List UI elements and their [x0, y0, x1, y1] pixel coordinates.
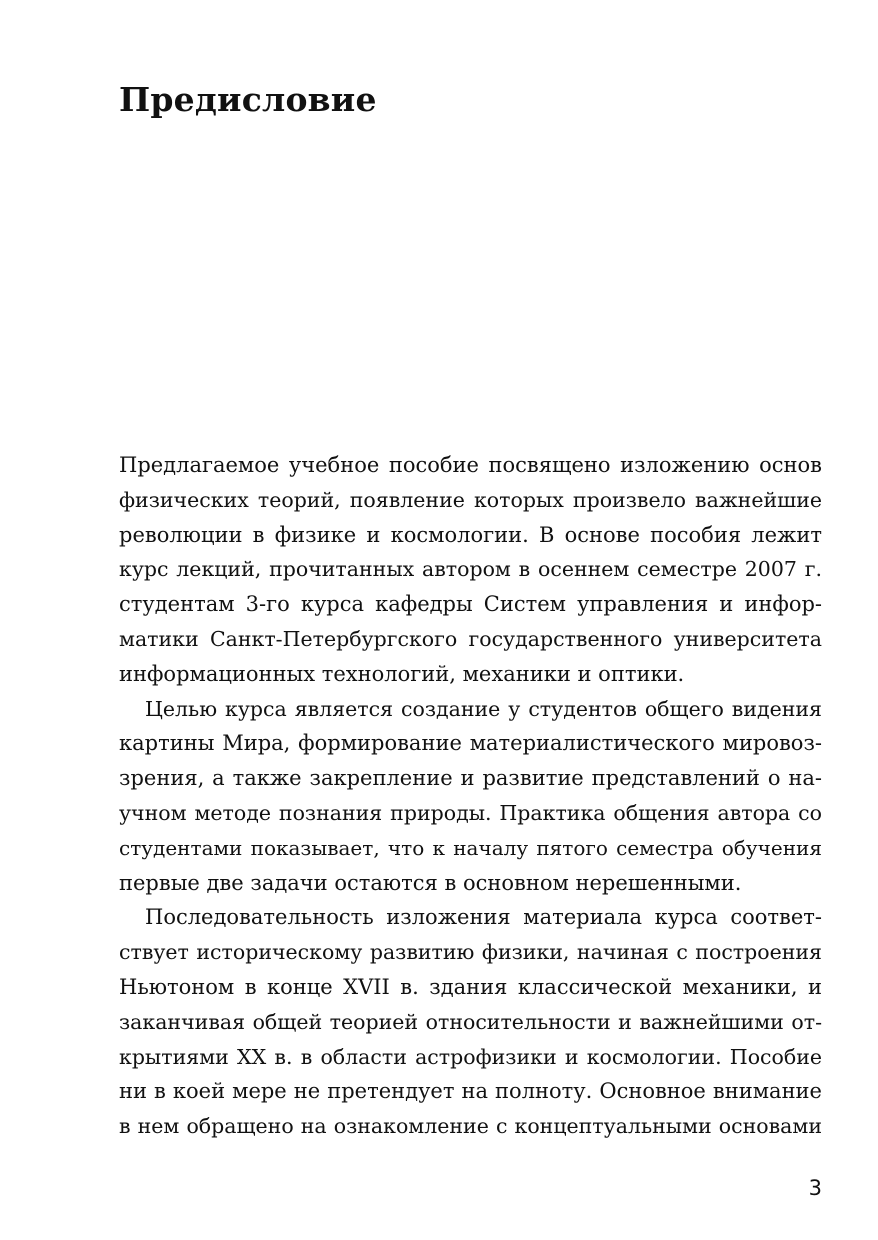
paragraph-1-line: революции в физике и космологии. В основе пособия лежит — [119, 522, 822, 547]
body-text — [119, 448, 822, 1144]
paragraph-3-line: крытиями XX в. в области астрофизики и космологии. Пособие — [119, 1044, 822, 1069]
paragraph-2-line: первые две задачи остаются в основном нерешенными. — [119, 870, 742, 895]
paragraph-3-line: Ньютоном в конце XVII в. здания классической механики, и — [119, 974, 822, 999]
page-number: 3 — [808, 1176, 822, 1200]
paragraph-2-line: картины Мира, формирование материалистического мировоз- — [119, 731, 822, 756]
section-heading: Предисловие — [119, 80, 377, 119]
paragraph-3-line: ни в коей мере не претендует на полноту. Основное внимание — [119, 1079, 822, 1104]
paragraph-1-line: матики Санкт-Петербургского государственного университета — [119, 626, 822, 651]
paragraph-3-line: Последовательность изложения материала курса соответ- — [145, 905, 822, 930]
paragraph-1-line: Предлагаемое учебное пособие посвящено изложению основ — [119, 453, 822, 477]
paragraph-3-line: ствует историческому развитию физики, начиная с построения — [119, 940, 822, 965]
paragraph-1-line: физических теорий, появление которых произвело важнейшие — [119, 487, 822, 512]
paragraph-3-line: в нем обращено на ознакомление с концептуальными основами — [119, 1114, 822, 1139]
paragraph-2-line: учном методе познания природы. Практика общения автора со — [119, 800, 822, 825]
paragraph-2-line: Целью курса является создание у студентов общего видения — [145, 696, 822, 721]
paragraph-1-line: студентам 3-го курса кафедры Систем управления и инфор- — [119, 592, 822, 617]
paragraph-2-line: студентами показывает, что к началу пятого семестра обучения — [119, 835, 822, 860]
paragraph-3-line: заканчивая общей теорией относительности и важнейшими от- — [119, 1009, 822, 1034]
paragraph-1-line: курс лекций, прочитанных автором в осеннем семестре 2007 г. — [119, 557, 822, 582]
paragraph-2-line: зрения, а также закрепление и развитие представлений о на- — [119, 766, 822, 791]
paragraph-1-line: информационных технологий, механики и оптики. — [119, 661, 685, 686]
